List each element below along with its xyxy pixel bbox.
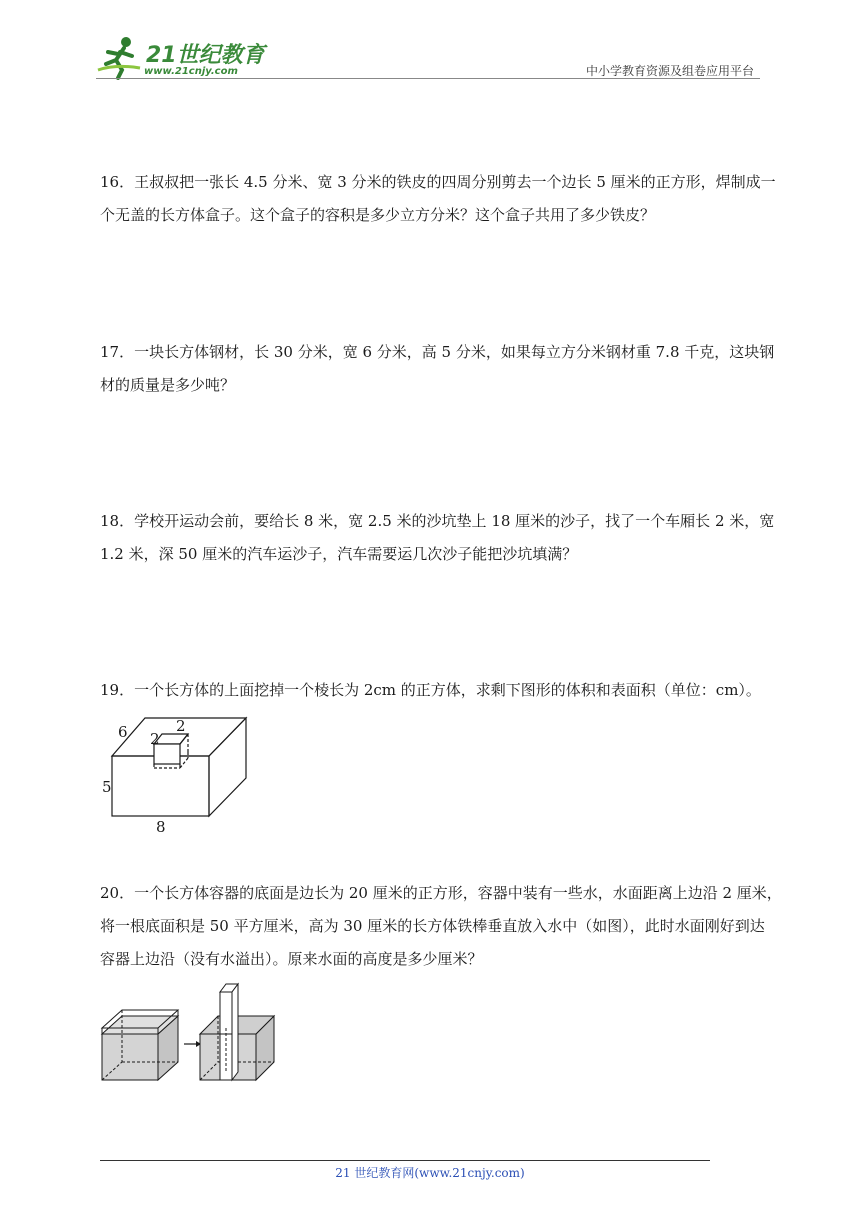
question-17 (100, 336, 775, 402)
label-height: 5 (102, 778, 112, 796)
question-20 (100, 877, 782, 976)
cuboid-figure (98, 712, 258, 838)
question-18 (100, 505, 775, 571)
question-text-line: 材的质量是多少吨？ (100, 376, 236, 394)
question-text-line: 17．一块长方体钢材，长 30 分米，宽 6 分米，高 5 分米，如果每立方分米钢材重 7.8 千克，这块钢 (100, 343, 775, 361)
question-16 (100, 166, 776, 232)
label-cube-side: 2 (150, 730, 160, 748)
runner-logo-icon (96, 34, 146, 80)
platform-title: 中小学教育资源及组卷应用平台 (585, 64, 754, 78)
question-19 (100, 674, 760, 707)
page-header (96, 28, 760, 80)
label-depth: 6 (118, 723, 128, 741)
question-text-line: 20．一个长方体容器的底面是边长为 20 厘米的正方形，容器中装有一些水，水面距离上边沿 2 厘米， (100, 884, 782, 902)
question-text-line: 将一根底面积是 50 平方厘米，高为 30 厘米的长方体铁棒垂直放入水中（如图），此时水面刚好到达 (100, 917, 765, 935)
site-logo (96, 34, 266, 80)
footer-text: 21 世纪教育网(www.21cnjy.com) (335, 1166, 525, 1180)
header-divider (96, 78, 760, 79)
question-text-line: 个无盖的长方体盒子。这个盒子的容积是多少立方分米？这个盒子共用了多少铁皮？ (100, 206, 656, 224)
question-text-line: 18．学校开运动会前，要给长 8 米，宽 2.5 米的沙坑垫上 18 厘米的沙子，找了一个车厢长 2 米，宽 (100, 512, 775, 530)
question-text-line: 容器上边沿（没有水溢出）。原来水面的高度是多少厘米？ (100, 950, 483, 968)
label-cube-top: 2 (176, 717, 186, 735)
logo-title: 21世纪教育 (146, 43, 265, 68)
question-text-line: 16．王叔叔把一张长 4.5 分米、宽 3 分米的铁皮的四周分别剪去一个边长 5 厘米的正方形，焊制成一 (100, 173, 776, 191)
question-text-line: 1.2 米，深 50 厘米的汽车运沙子，汽车需要运几次沙子能把沙坑填满？ (100, 545, 578, 563)
label-length: 8 (156, 818, 166, 836)
logo-url: www.21cnjy.com (144, 66, 238, 77)
footer-divider (100, 1160, 710, 1161)
container-figure (98, 982, 278, 1086)
question-text-line: 19．一个长方体的上面挖掉一个棱长为 2cm 的正方体，求剩下图形的体积和表面积（单位：cm）。 (100, 681, 761, 699)
